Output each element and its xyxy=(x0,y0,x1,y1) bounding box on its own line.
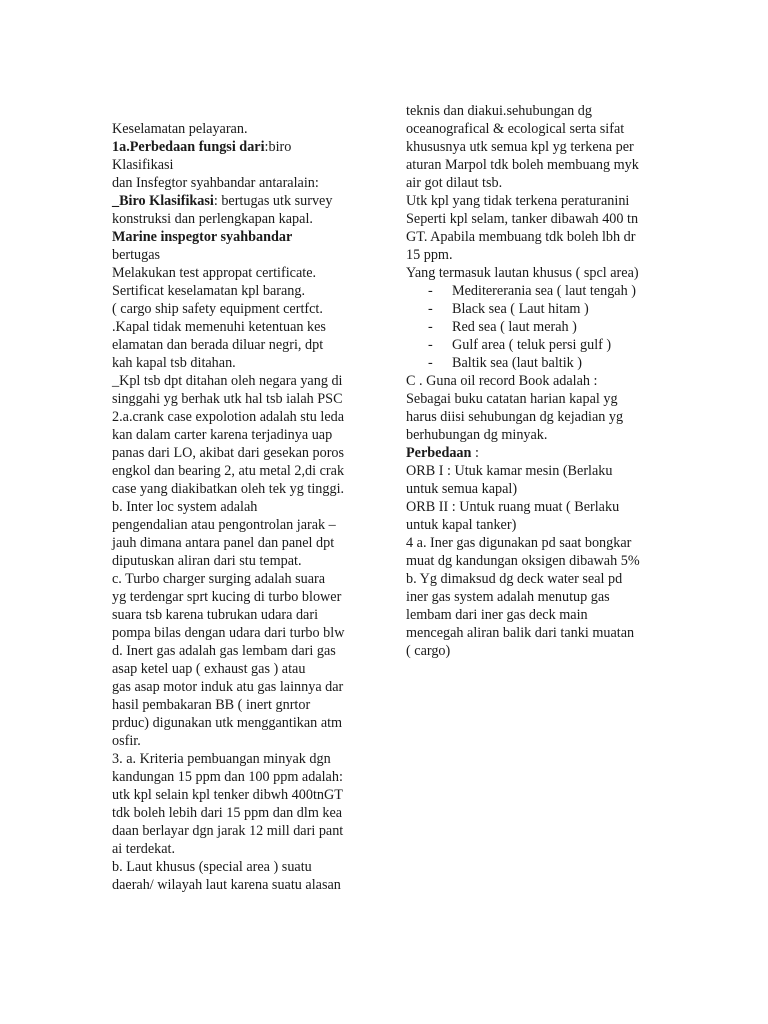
bullet-dash: - xyxy=(428,301,433,317)
text-line: yg terdengar sprt kucing di turbo blower xyxy=(112,589,342,605)
text-line: osfir. xyxy=(112,733,141,749)
text-line: daerah/ wilayah laut karena suatu alasan xyxy=(112,877,341,893)
text-line: .Kapal tidak memenuhi ketentuan kes xyxy=(112,319,326,335)
special-area-name: Gulf area ( teluk persi gulf ) xyxy=(452,337,612,353)
bullet-dash: - xyxy=(428,337,433,353)
text-line: Melakukan test appropat certificate. xyxy=(112,265,317,281)
text-line: Sebagai buku catatan harian kapal yg xyxy=(406,391,618,407)
text-line: b. Laut khusus (special area ) suatu xyxy=(112,859,312,875)
text-line: untuk semua kapal) xyxy=(406,481,518,497)
bullet-dash: - xyxy=(428,319,433,335)
text-line: Keselamatan pelayaran. xyxy=(112,121,248,137)
text-line: muat dg kandungan oksigen dibawah 5% xyxy=(406,553,640,569)
text-line: khususnya utk semua kpl yg terkena per xyxy=(406,139,634,155)
text-line: untuk kapal tanker) xyxy=(406,517,517,533)
text-line: ORB I : Utuk kamar mesin (Berlaku xyxy=(406,463,613,479)
bullet-dash: - xyxy=(428,355,433,371)
perbedaan-line xyxy=(406,444,479,462)
text-line: Klasifikasi xyxy=(112,157,174,173)
text-line: ORB II : Untuk ruang muat ( Berlaku xyxy=(406,499,620,515)
text-line: bertugas xyxy=(112,247,161,263)
text-line: elamatan dan berada diluar negri, dpt xyxy=(112,337,324,353)
heading-q1 xyxy=(112,138,291,156)
special-area-name: Meditererania sea ( laut tengah ) xyxy=(452,283,636,299)
text-line: singgahi yg berhak utk hal tsb ialah PSC xyxy=(112,391,343,407)
text-line: teknis dan diakui.sehubungan dg xyxy=(406,103,592,119)
text-line: d. Inert gas adalah gas lembam dari gas xyxy=(112,643,336,659)
text-line: iner gas system adalah menutup gas xyxy=(406,589,610,605)
text-line: daan berlayar dgn jarak 12 mill dari pant xyxy=(112,823,344,839)
text-line: tdk boleh lebih dari 15 ppm dan dlm kea xyxy=(112,805,343,821)
text-line: kan dalam carter karena terjadinya uap xyxy=(112,427,333,443)
text-line: b. Inter loc system adalah xyxy=(112,499,258,515)
text-line: hasil pembakaran BB ( inert gnrtor xyxy=(112,697,311,713)
text-line: GT. Apabila membuang tdk boleh lbh dr xyxy=(406,229,636,245)
text-line: ( cargo ship safety equipment certfct. xyxy=(112,301,323,317)
text-line: harus diisi sehubungan dg kejadian yg xyxy=(406,409,624,425)
text-line: Utk kpl yang tidak terkena peraturanini xyxy=(406,193,630,209)
text-line: ( cargo) xyxy=(406,643,451,659)
text-line: Yang termasuk lautan khusus ( spcl area) xyxy=(406,265,639,281)
perbedaan-title: Perbedaan xyxy=(406,445,472,461)
text-line: 15 ppm. xyxy=(406,247,453,263)
text-line: asap ketel uap ( exhaust gas ) atau xyxy=(112,661,306,677)
text-line: lembam dari iner gas deck main xyxy=(406,607,588,623)
text-line: oceanografical & ecological serta sifat xyxy=(406,121,625,137)
text-line: Seperti kpl selam, tanker dibawah 400 tn xyxy=(406,211,639,227)
text-line: konstruksi dan perlengkapan kapal. xyxy=(112,211,313,227)
text-line: case yang diakibatkan oleh tek yg tinggi. xyxy=(112,481,345,497)
q1-title-rest: :biro xyxy=(264,139,292,155)
text-line: gas asap motor induk atu gas lainnya dar xyxy=(112,679,344,695)
text-line: mencegah aliran balik dari tanki muatan xyxy=(406,625,635,641)
text-line: Sertificat keselamatan kpl barang. xyxy=(112,283,306,299)
text-line: utk kpl selain kpl tenker dibwh 400tnGT xyxy=(112,787,343,803)
text-line: 2.a.crank case expolotion adalah stu leda xyxy=(112,409,345,425)
text-line: C . Guna oil record Book adalah : xyxy=(406,373,598,389)
text-line: kah kapal tsb ditahan. xyxy=(112,355,236,371)
text-line: c. Turbo charger surging adalah suara xyxy=(112,571,326,587)
special-area-name: Black sea ( Laut hitam ) xyxy=(452,301,589,317)
marine-title: Marine inspegtor syahbandar xyxy=(112,229,293,245)
biro-title: _Biro Klasifikasi xyxy=(112,193,214,209)
text-line: jauh dimana antara panel dan panel dpt xyxy=(112,535,335,551)
text-line: kandungan 15 ppm dan 100 ppm adalah: xyxy=(112,769,343,785)
special-area-name: Red sea ( laut merah ) xyxy=(452,319,577,335)
bullet-dash: - xyxy=(428,283,433,299)
text-line: 4 a. Iner gas digunakan pd saat bongkar xyxy=(406,535,632,551)
special-area-name: Baltik sea (laut baltik ) xyxy=(452,355,583,371)
text-line: diputuskan aliran dari stu tempat. xyxy=(112,553,302,569)
biro-line xyxy=(112,192,332,210)
biro-desc: : bertugas utk survey xyxy=(213,193,333,209)
text-line: panas dari LO, akibat dari gesekan poros xyxy=(112,445,345,461)
text-line: prduc) digunakan utk menggantikan atm xyxy=(112,715,343,731)
perbedaan-colon: : xyxy=(471,445,479,461)
text-line: ai terdekat. xyxy=(112,841,176,857)
text-line: pompa bilas dengan udara dari turbo blw xyxy=(112,625,345,641)
text-line: b. Yg dimaksud dg deck water seal pd xyxy=(406,571,623,587)
text-line: berhubungan dg minyak. xyxy=(406,427,548,443)
text-line: air got dilaut tsb. xyxy=(406,175,503,191)
text-line: dan Insfegtor syahbandar antaralain: xyxy=(112,175,319,191)
text-line: pengendalian atau pengontrolan jarak – xyxy=(112,517,336,533)
text-line: aturan Marpol tdk boleh membuang myk xyxy=(406,157,639,173)
text-line: engkol dan bearing 2, atu metal 2,di crak xyxy=(112,463,345,479)
text-line: suara tsb karena tubrukan udara dari xyxy=(112,607,319,623)
text-line: _Kpl tsb dpt ditahan oleh negara yang di xyxy=(112,373,343,389)
q1-title: 1a.Perbedaan fungsi dari xyxy=(112,139,265,155)
text-line: 3. a. Kriteria pembuangan minyak dgn xyxy=(112,751,331,767)
